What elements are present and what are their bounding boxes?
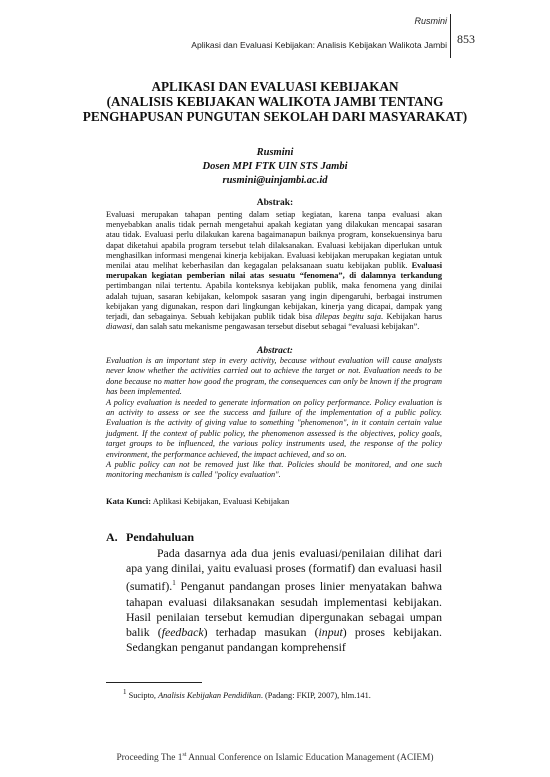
body-paragraph xyxy=(126,546,442,655)
abstract-heading: Abstract: xyxy=(257,346,293,356)
footnote-number: 1 xyxy=(123,688,127,696)
author-block xyxy=(60,146,490,188)
section-number: A. xyxy=(106,530,118,544)
footnote-reference[interactable]: 1 xyxy=(172,579,176,588)
page-footer xyxy=(0,752,550,763)
footnote-divider xyxy=(106,682,202,683)
running-header-author: Rusmini xyxy=(414,16,447,26)
footer-superscript: st xyxy=(182,752,187,758)
title-line: PENGHAPUSAN PUNGUTAN SEKOLAH DARI MASYARAKAT) xyxy=(82,109,468,124)
footer-text-part: Proceeding The 1 xyxy=(116,753,183,764)
body-text-part: Penganut pandangan proses linier menyatakan bahwa tahapan evaluasi dilaksanakan sesudah implementasi kebijakan. Hasil penilaian tersebut kemudian dipergunakan sebagai umpan balik ( xyxy=(126,579,442,639)
footer-text-part: Annual Conference on Islamic Education Management (ACIEM) xyxy=(186,753,434,764)
abstract-paragraph: Evaluation is an important step in every activity, because without evaluation will cause analysts never know whether the activities carried out to achieve the target or not. Evaluation needs to be done because no matter how good the program, the consequences can only be known if the program has been implemented. xyxy=(106,356,442,397)
body-italic-term: input xyxy=(318,624,343,639)
abstract-text xyxy=(106,356,442,481)
abstract-paragraph: A policy evaluation is needed to generate information on policy performance. Policy evaluation is an activity to assess or see the success and failure of the implementation of a public policy. Evaluation is the activity of giving value to something "phenomenon", in it contain certain value judgment. If the context of public policy, the phenomenon assessed is the objectives, policy goals, target groups to be influenced, the various policy instruments used, the response of the policy environment, the performance achieved, the impact achieved, and so on. xyxy=(106,397,442,459)
abstrak-text-part: Evaluasi merupakan tahapan penting dalam setiap kegiatan, karena tanpa evaluasi akan menyebabkan analis tidak pernah mengetahui apakah kegiatan yang dilakukan mencapai sasaran atau tidak. Evaluasi perlu dilakukan karena bagaimanapun baiknya program, konsekuensinya baru dapat diketahui apabila program tersebut telah dilaksanakan. Evaluasi kebijakan diperlukan untuk menghasilkan informasi mengenai kinerja kebijakan. Evaluasi kebijakan merupakan kegiatan untuk menilai atau melihat keberhasilan dan kegagalan pelaksanaan suatu kebijakan publik. xyxy=(106,210,442,271)
title-line: APLIKASI DAN EVALUASI KEBIJAKAN xyxy=(151,79,399,94)
title-line: (ANALISIS KEBIJAKAN WALIKOTA JAMBI TENTANG xyxy=(106,94,444,109)
body-text-part: ) proses kebijakan. Sedangkan penganut pandangan komprehensif xyxy=(126,624,442,655)
paper-title xyxy=(60,79,490,124)
section-heading xyxy=(106,530,194,545)
abstrak-italic-part: dilepas begitu saja xyxy=(315,312,381,322)
footnote-italic-part: Analisis Kebijakan Pendidikan xyxy=(158,690,261,700)
keywords-label: Kata Kunci: xyxy=(106,496,152,506)
abstrak-italic-part: diawasi xyxy=(106,322,132,332)
footnote xyxy=(123,688,371,700)
body-italic-term: feedback xyxy=(161,624,204,639)
keywords xyxy=(106,496,442,506)
abstract-paragraph: A public policy can not be removed just like that. Policies should be monitored, and one such monitoring mechanism is called "policy evaluation". xyxy=(106,460,442,480)
body-text xyxy=(126,546,442,655)
footnote-text-part: . (Padang: FKIP, 2007), hlm.141. xyxy=(260,690,371,700)
author-affiliation: Dosen MPI FTK UIN STS Jambi xyxy=(202,161,348,172)
section-title: Pendahuluan xyxy=(126,530,195,544)
header-divider xyxy=(450,14,451,58)
author-name: Rusmini xyxy=(256,147,294,158)
abstrak-text-part: . Kebijakan harus xyxy=(380,312,442,322)
abstrak-bold-part: Evaluasi merupakan kegiatan pemberian nilai atas sesuatu “fenomena”, di dalamnya terkandung xyxy=(106,261,442,281)
body-text-part: Pada dasarnya ada dua jenis evaluasi/penilaian dilihat dari apa yang dinilai, yaitu evaluasi proses (formatif) dan evaluasi hasil (sumatif). xyxy=(126,546,442,594)
abstrak-text xyxy=(106,210,442,332)
abstrak-text-part: pertimbangan nilai tertentu. Apabila konteksnya kebijakan publik, maka fenomena yang dinilai adalah tujuan, sasaran kebijakan, kelompok sasaran yang ingin dipengaruhi, berbagai instrumen kebijakan yang digunakan, respon dari lingkungan kebijakan, kinerja yang dicapai, dampak yang terjadi, dan sebagainya. Sebuah kebijakan publik tidak bisa xyxy=(106,281,442,322)
abstrak-heading: Abstrak: xyxy=(256,198,294,208)
running-header-title: Aplikasi dan Evaluasi Kebijakan: Analisis Kebijakan Walikota Jambi xyxy=(191,40,447,50)
author-email: rusmini@uinjambi.ac.id xyxy=(222,175,328,186)
footnote-text-part: Sucipto, xyxy=(126,690,159,700)
page-number: 853 xyxy=(457,32,475,46)
body-text-part: ) terhadap masukan ( xyxy=(203,624,319,639)
abstrak-text-part: , dan salah satu mekanisme pengawasan tersebut disebut sebagai “evaluasi kebijakan”. xyxy=(131,322,420,332)
keywords-value: Aplikasi Kebijakan, Evaluasi Kebijakan xyxy=(151,496,290,506)
